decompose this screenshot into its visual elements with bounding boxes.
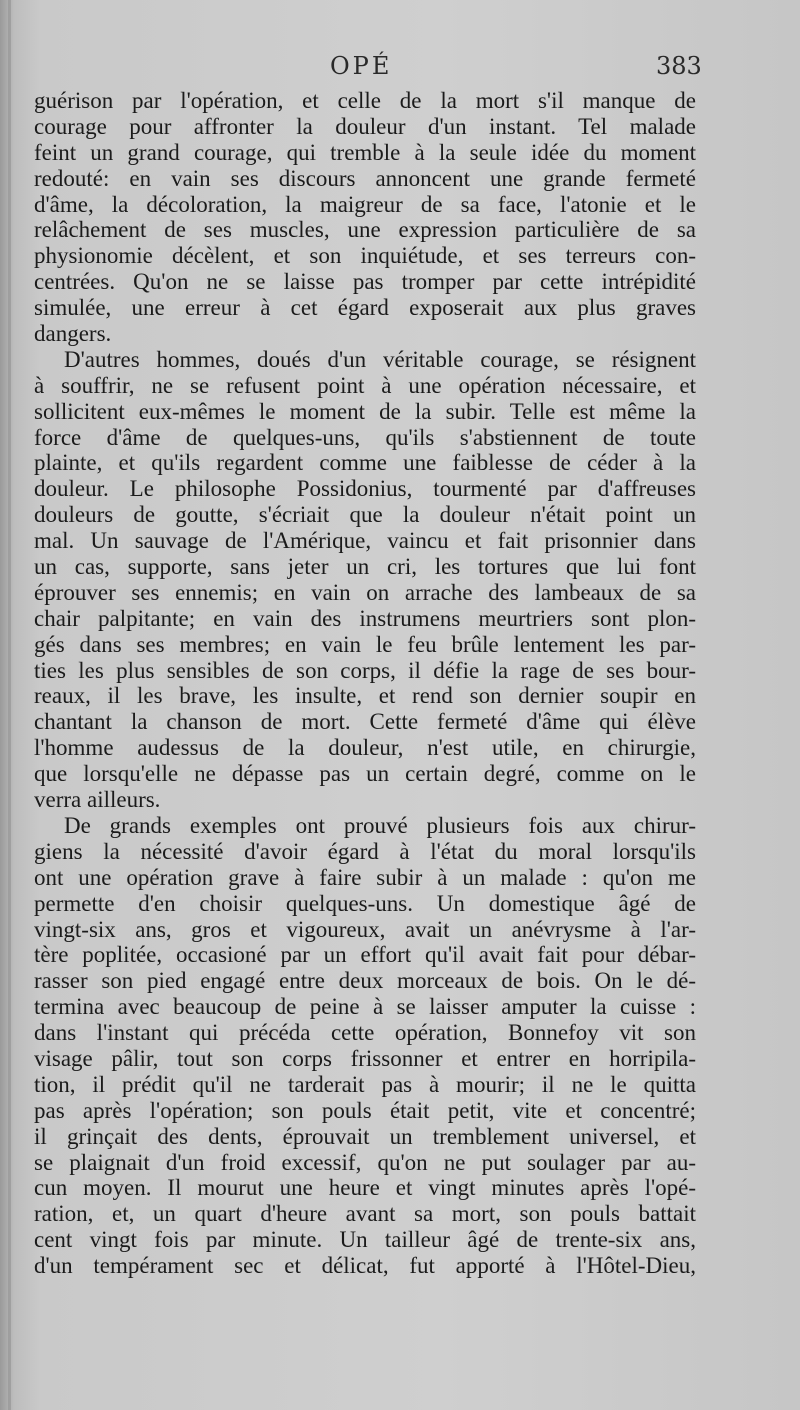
text-line: cun moyen. Il mourut une heure et vingt minutes après l'opé- [34, 1175, 696, 1201]
text-line: tion, il prédit qu'il ne tarderait pas à mourir; il ne le quitta [34, 1071, 696, 1097]
text-line: visage pâlir, tout son corps frissonner et entrer en horripila- [34, 1045, 696, 1071]
text-line: l'homme audessus de la douleur, n'est utile, en chirurgie, [34, 735, 696, 761]
text-line: un cas, supporte, sans jeter un cri, les tortures que lui font [34, 554, 696, 580]
text-line: gés dans ses membres; en vain le feu brûle lentement les par- [34, 631, 696, 657]
text-line: pas après l'opération; son pouls était petit, vite et concentré; [34, 1097, 696, 1123]
page-number: 383 [656, 52, 702, 80]
text-line: vingt-six ans, gros et vigoureux, avait un anévrysme à l'ar- [34, 916, 696, 942]
text-line: d'âme, la décoloration, la maigreur de sa face, l'atonie et le [34, 191, 696, 217]
text-line: sollicitent eux-mêmes le moment de la subir. Telle est même la [34, 398, 696, 424]
text-line: reaux, il les brave, les insulte, et rend son dernier soupir en [34, 683, 696, 709]
text-line: mal. Un sauvage de l'Amérique, vaincu et fait prisonnier dans [34, 528, 696, 554]
text-line: que lorsqu'elle ne dépasse pas un certain degré, comme on le [34, 761, 696, 787]
text-line: giens la nécessité d'avoir égard à l'état du moral lorsqu'ils [34, 838, 696, 864]
text-line: permette d'en choisir quelques-uns. Un domestique âgé de [34, 890, 696, 916]
text-line: chantant la chanson de mort. Cette fermeté d'âme qui élève [34, 709, 696, 735]
body-text [34, 88, 696, 1279]
paragraph-first-line: De grands exemples ont prouvé plusieurs fois aux chirur- [64, 812, 696, 838]
text-line: courage pour affronter la douleur d'un instant. Tel malade [34, 113, 696, 139]
text-line: tère poplitée, occasioné par un effort qu'il avait fait pour débar- [34, 942, 696, 968]
text-line: ont une opération grave à faire subir à un malade : qu'on me [34, 864, 696, 890]
text-line: verra ailleurs. [34, 787, 161, 813]
paragraph-first-line: D'autres hommes, doués d'un véritable courage, se résignent [64, 346, 696, 372]
text-line: redouté: en vain ses discours annoncent une grande fermeté [34, 165, 696, 191]
text-line: ties les plus sensibles de son corps, il défie la rage de ses bour- [34, 657, 696, 683]
text-line: force d'âme de quelques-uns, qu'ils s'abstiennent de toute [34, 424, 696, 450]
text-line: dangers. [34, 321, 112, 347]
page-header [0, 52, 800, 86]
text-line: simulée, une erreur à cet égard exposerait aux plus graves [34, 295, 696, 321]
text-line: d'un tempérament sec et délicat, fut apporté à l'Hôtel-Dieu, [34, 1253, 696, 1279]
text-line: physionomie décèlent, et son inquiétude, et ses terreurs con- [34, 243, 696, 269]
text-line: éprouver ses ennemis; en vain on arrache des lambeaux de sa [34, 579, 696, 605]
text-line: plainte, et qu'ils regardent comme une faiblesse de céder à la [34, 450, 696, 476]
text-line: rasser son pied engagé entre deux morceaux de bois. On le dé- [34, 968, 696, 994]
running-title: OPÉ [330, 52, 393, 80]
text-line: se plaignait d'un froid excessif, qu'on ne put soulager par au- [34, 1149, 696, 1175]
text-line: douleur. Le philosophe Possidonius, tourmenté par d'affreuses [34, 476, 696, 502]
text-line: termina avec beaucoup de peine à se laisser amputer la cuisse : [34, 994, 696, 1020]
text-line: guérison par l'opération, et celle de la mort s'il manque de [34, 88, 696, 113]
text-line: ration, et, un quart d'heure avant sa mort, son pouls battait [34, 1201, 696, 1227]
text-line: dans l'instant qui précéda cette opération, Bonnefoy vit son [34, 1020, 696, 1046]
text-line: relâchement de ses muscles, une expression particulière de sa [34, 217, 696, 243]
text-line: il grinçait des dents, éprouvait un tremblement universel, et [34, 1123, 696, 1149]
text-line: chair palpitante; en vain des instrumens meurtriers sont plon- [34, 605, 696, 631]
text-line: cent vingt fois par minute. Un tailleur âgé de trente-six ans, [34, 1227, 696, 1253]
text-line: feint un grand courage, qui tremble à la seule idée du moment [34, 139, 696, 165]
text-line: douleurs de goutte, s'écriait que la douleur n'était point un [34, 502, 696, 528]
text-line: à souffrir, ne se refusent point à une opération nécessaire, et [34, 372, 696, 398]
text-line: centrées. Qu'on ne se laisse pas tromper par cette intrépidité [34, 269, 696, 295]
